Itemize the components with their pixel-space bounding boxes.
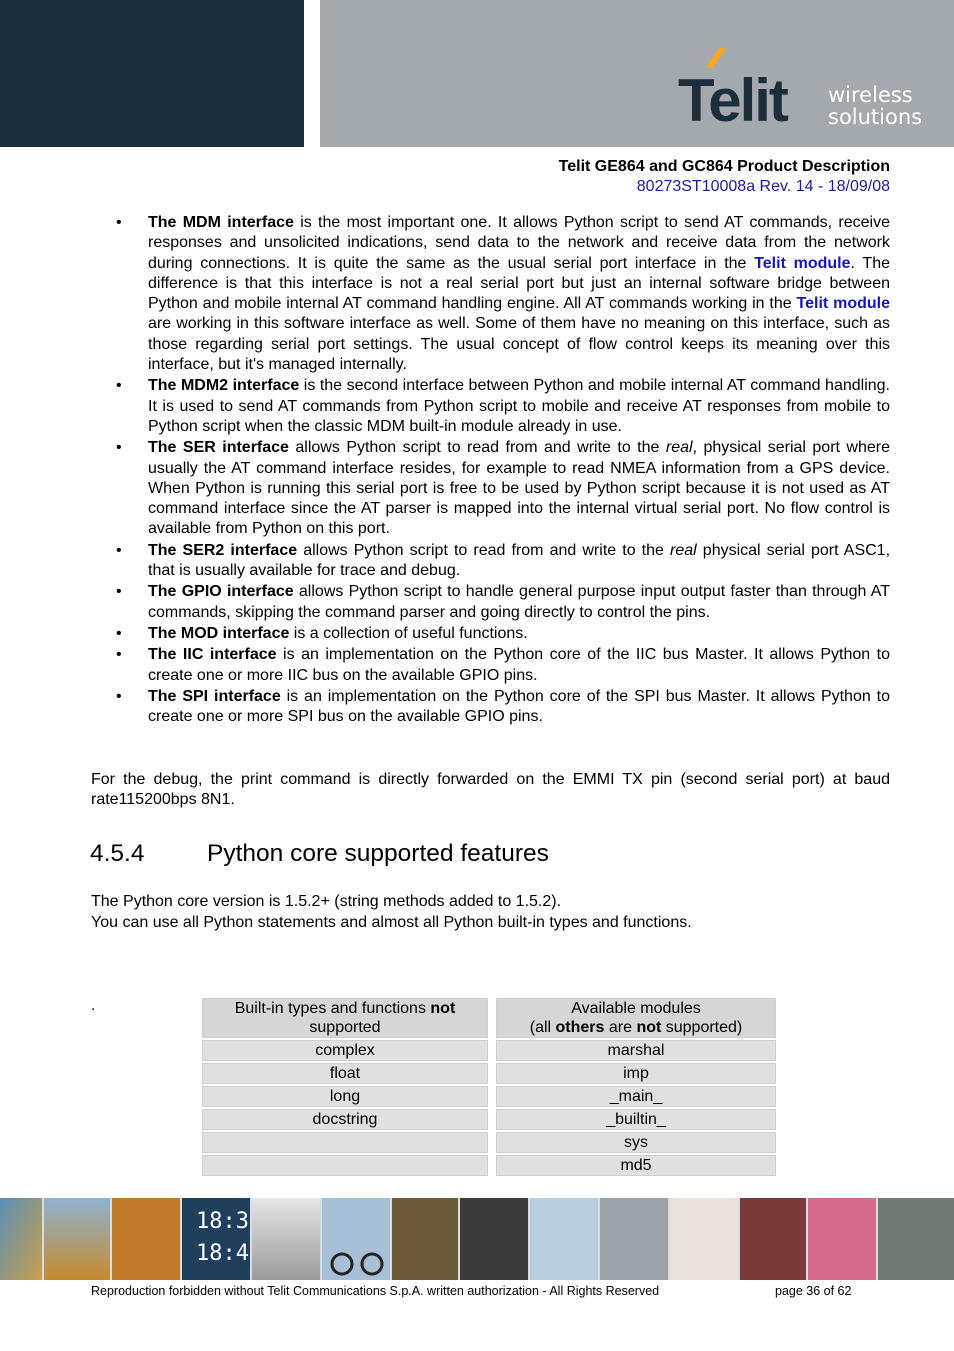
svg-text:18:4: 18:4 bbox=[196, 1241, 249, 1266]
table-row bbox=[202, 1040, 776, 1061]
photo-keyboard bbox=[252, 1198, 320, 1280]
table-header-row bbox=[202, 998, 776, 1038]
logo-tagline-2: solutions bbox=[828, 105, 923, 129]
document-reference: 80273ST10008a Rev. 14 - 18/09/08 bbox=[636, 178, 890, 195]
bullet-dot: • bbox=[116, 214, 122, 231]
telit-logo bbox=[676, 45, 936, 135]
section-number: 4.5.4 bbox=[90, 840, 145, 867]
page-number: page 36 of 62 bbox=[775, 1284, 852, 1298]
photo-phone-sign bbox=[44, 1198, 110, 1280]
table-cell: imp bbox=[496, 1063, 776, 1084]
document-header bbox=[559, 157, 890, 197]
header-dark-panel bbox=[0, 0, 304, 147]
table-row bbox=[202, 1132, 776, 1153]
bullet-dot: • bbox=[116, 624, 122, 642]
table-cell: float bbox=[202, 1063, 488, 1084]
bullet-dot: • bbox=[116, 583, 122, 601]
list-item: • The MOD interface is a collection of useful functions. bbox=[114, 624, 890, 644]
footer-photo-strip bbox=[0, 1198, 954, 1280]
table-cell: marshal bbox=[496, 1040, 776, 1061]
photo-wind-farm bbox=[530, 1198, 598, 1280]
column-header-modules: Available modules (all others are not supported) bbox=[496, 998, 776, 1038]
column-header-unsupported: Built-in types and functions not supported bbox=[202, 998, 488, 1038]
core-version-line: The Python core version is 1.5.2+ (string methods added to 1.5.2). bbox=[91, 893, 562, 910]
table-cell: _main_ bbox=[496, 1086, 776, 1107]
stray-period: . bbox=[91, 997, 96, 1014]
list-item: • The SER2 interface allows Python script to read from and write to the real physical serial port ASC1, that is usually available for trace and debug. bbox=[116, 541, 891, 580]
table-cell: sys bbox=[496, 1132, 776, 1153]
table-cell: complex bbox=[202, 1040, 488, 1061]
svg-text:18:3: 18:3 bbox=[196, 1209, 249, 1234]
list-item: • The GPIO interface allows Python script to handle general purpose input output faster than through AT commands, skipping the command parser and going directly to control the pins. bbox=[116, 583, 890, 621]
section-title: Python core supported features bbox=[207, 840, 549, 867]
bullet-dot: • bbox=[116, 439, 122, 457]
bullet-dot: • bbox=[116, 687, 122, 705]
list-item: • The IIC interface is an implementation on the Python core of the IIC bus Master. It allows Python to create one or more IIC bus on the available GPIO pins. bbox=[116, 646, 890, 684]
copyright-notice: Reproduction forbidden without Telit Communications S.p.A. written authorization - All Rights Reserved bbox=[91, 1284, 660, 1298]
list-item: • The MDM2 interface is the second interface between Python and mobile internal AT command handling. It is used to send AT commands from Python script to mobile and receive AT responses from mobile to Python script when the classic MDM built-in module already in use. bbox=[116, 377, 890, 435]
section-heading bbox=[90, 840, 549, 868]
photo-traffic bbox=[740, 1198, 806, 1280]
debug-paragraph: For the debug, the print command is directly forwarded on the EMMI TX pin (second serial port) at baud rate115200bps 8N1. bbox=[91, 771, 890, 809]
telit-module-link: Telit module bbox=[796, 295, 890, 313]
table-cell: md5 bbox=[496, 1155, 776, 1176]
photo-pink-stripes bbox=[808, 1198, 876, 1280]
table-cell bbox=[202, 1155, 488, 1176]
photo-laser bbox=[670, 1198, 738, 1280]
list-item: • The SPI interface is an implementation on the Python core of the SPI bus Master. It allows Python to create one or more SPI bus on the available GPIO pins. bbox=[116, 687, 890, 726]
photo-road bbox=[0, 1198, 42, 1280]
bullet-dot: • bbox=[116, 541, 122, 559]
interface-list bbox=[114, 213, 890, 728]
photo-meter bbox=[600, 1198, 668, 1280]
telit-module-link: Telit module bbox=[754, 254, 851, 272]
core-statements-line: You can use all Python statements and almost all Python built-in types and functions. bbox=[91, 914, 692, 931]
list-item: • The SER interface allows Python script to read from and write to the real, physical serial port where usually the AT command interface resides, for example to read NMEA information from a GPS device. When Python is running this serial port is free to be used by Python script because it is not used as AT command interface since the AT parser is mapped into the internal virtual serial port. No flow control is available from Python on this port. bbox=[116, 439, 891, 538]
table-cell: docstring bbox=[202, 1109, 488, 1130]
bullet-dot: • bbox=[116, 646, 122, 664]
table-row bbox=[202, 1063, 776, 1084]
photo-pos-terminal bbox=[460, 1198, 528, 1280]
list-item: • The MDM interface is the most important one. It allows Python script to send AT commands, receive responses and unsolicited indications, send data to the network and receive data from the network during connections. It is quite the same as the usual serial port interface in the Telit module. The difference is that this interface is not a real serial port but just an internal software bridge between Python and mobile internal AT command handling engine. All AT commands working in the Telit module are working in this software interface as well. Some of them have no meaning on this interface, such as those regarding serial port settings. The usual concept of flow control keeps its meaning over this interface, but it's managed internally. bbox=[116, 214, 890, 374]
bullet-dot: • bbox=[116, 377, 122, 395]
photo-containers bbox=[112, 1198, 180, 1280]
logo-wordmark: Telit bbox=[678, 67, 787, 134]
photo-card bbox=[392, 1198, 458, 1280]
table-row bbox=[202, 1155, 776, 1176]
logo-tagline-1: wireless bbox=[828, 83, 913, 107]
table-cell: _builtin_ bbox=[496, 1109, 776, 1130]
python-features-table bbox=[202, 996, 776, 1178]
table-cell bbox=[202, 1132, 488, 1153]
document-title: Telit GE864 and GC864 Product Description bbox=[558, 158, 890, 175]
table-row bbox=[202, 1109, 776, 1130]
table-cell: long bbox=[202, 1086, 488, 1107]
table-row bbox=[202, 1086, 776, 1107]
photo-camera bbox=[878, 1198, 954, 1280]
